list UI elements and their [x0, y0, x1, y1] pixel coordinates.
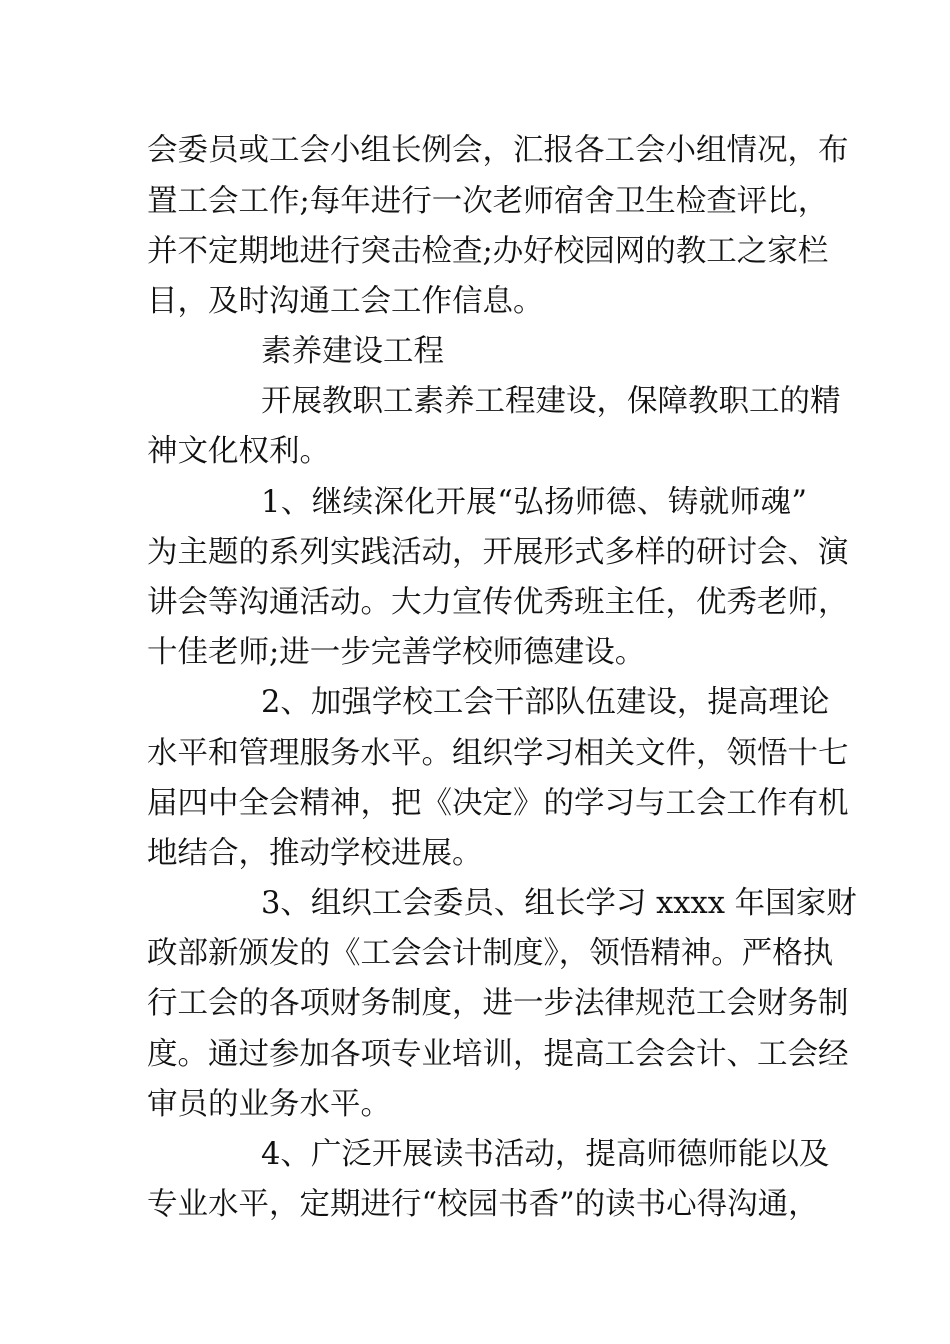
list-item-2-line: 届四中全会精神，把《决定》的学习与工会工作有机 [147, 786, 849, 821]
body-text-line: 开展教职工素养工程建设，保障教职工的精 [261, 384, 841, 419]
body-text-line: 会委员或工会小组长例会，汇报各工会小组情况，布 [147, 133, 849, 168]
list-item-3-line: 审员的业务水平。 [147, 1087, 391, 1122]
body-text-line: 并不定期地进行突击检查;办好校园网的教工之家栏 [147, 234, 829, 269]
list-item-1-line: 1、继续深化开展“弘扬师德、铸就师魂” [261, 485, 807, 520]
list-item-2-line: 水平和管理服务水平。组织学习相关文件，领悟十七 [147, 736, 849, 771]
list-item-3-line: 度。通过参加各项专业培训，提高工会会计、工会经 [147, 1037, 849, 1072]
list-item-1-line: 讲会等沟通活动。大力宣传优秀班主任，优秀老师， [147, 585, 849, 620]
list-item-1-line: 十佳老师;进一步完善学校师德建设。 [147, 635, 646, 670]
list-item-2-line: 地结合，推动学校进展。 [147, 836, 483, 871]
list-item-3-line: 3、组织工会委员、组长学习 xxxx 年国家财 [261, 886, 857, 921]
list-item-4-line: 4、广泛开展读书活动，提高师德师能以及 [261, 1137, 830, 1172]
list-item-4-line: 专业水平，定期进行“校园书香”的读书心得沟通， [147, 1187, 819, 1222]
list-item-1-line: 为主题的系列实践活动，开展形式多样的研讨会、演 [147, 535, 849, 570]
body-text-line: 目，及时沟通工会工作信息。 [147, 284, 544, 319]
list-item-2-line: 2、加强学校工会干部队伍建设，提高理论 [261, 685, 830, 720]
list-item-3-line: 行工会的各项财务制度，进一步法律规范工会财务制 [147, 986, 849, 1021]
list-item-3-line: 政部新颁发的《工会会计制度》，领悟精神。严格执 [147, 936, 834, 971]
section-heading: 素养建设工程 [261, 334, 444, 369]
body-text-line: 置工会工作;每年进行一次老师宿舍卫生检查评比， [147, 184, 829, 219]
body-text-line: 神文化权利。 [147, 434, 330, 469]
